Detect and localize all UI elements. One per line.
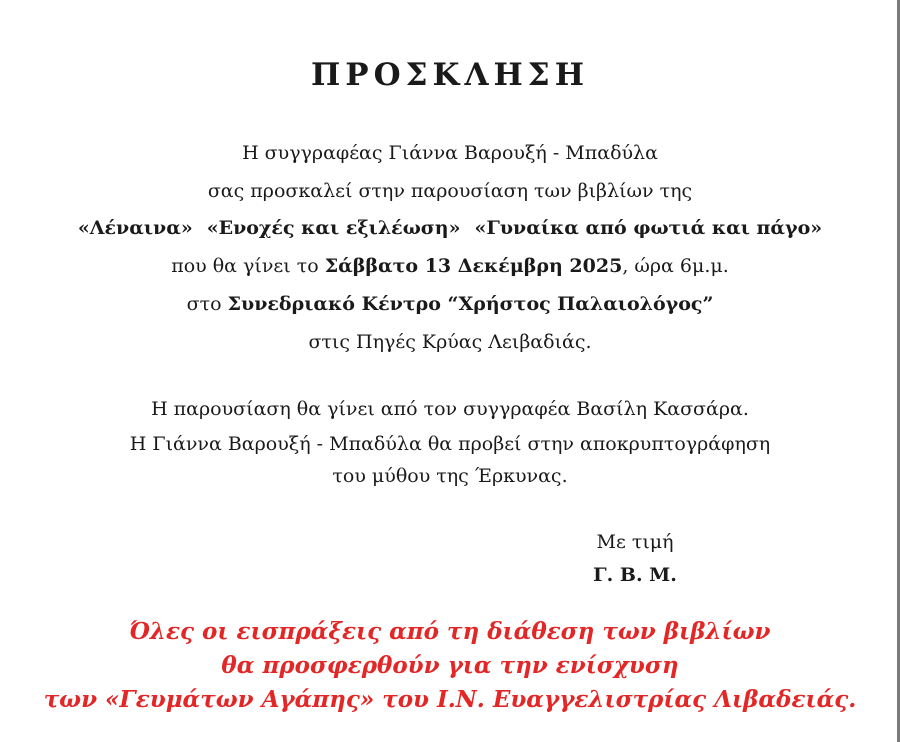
invitation-title: ΠΡΟΣΚΛΗΣΗ [311,57,589,93]
venue-prefix: στο [186,293,228,315]
date-line [0,252,900,280]
charity-note-line-3: των «Γευμάτων Αγάπης» του Ι.Ν. Ευαγγελιστρίας Λιβαδειάς. [43,686,857,713]
invite-line: σας προσκαλεί στην παρουσίαση των βιβλίων της [207,180,693,202]
signature-closing: Με τιμή [596,531,674,553]
presenter-line: Η παρουσίαση θα γίνει από τον συγγραφέα Βασίλη Κασσάρα. [151,398,749,420]
book-title-3: «Γυναίκα από φωτιά και πάγο» [474,217,823,239]
location-line: στις Πηγές Κρύας Λειβαδιάς. [308,331,592,353]
venue-line [0,290,900,318]
book-titles-line [0,214,900,242]
myth-line: του μύθου της Έρκυνας. [332,465,568,487]
date-suffix: , ώρα 6μ.μ. [622,255,729,277]
book-title-1: «Λέναινα» [77,217,193,239]
date-prefix: που θα γίνει το [171,255,325,277]
author-line: Η συγγραφέας Γιάννα Βαρουξή - Μπαδύλα [242,142,658,164]
book-title-2: «Ενοχές και εξιλέωση» [206,217,461,239]
event-date: Σάββατο 13 Δεκέμβρη 2025 [324,255,623,277]
charity-note-line-1: Όλες οι εισπράξεις από τη διάθεση των βιβλίων [129,618,771,645]
decoding-line: Η Γιάννα Βαρουξή - Μπαδύλα θα προβεί στην αποκρυπτογράφηση [129,433,771,455]
venue-name: Συνεδριακό Κέντρο “Χρήστος Παλαιολόγος” [227,293,714,315]
charity-note-line-2: θα προσφερθούν για την ενίσχυση [221,652,679,679]
signature-initials: Γ. Β. Μ. [593,564,677,586]
